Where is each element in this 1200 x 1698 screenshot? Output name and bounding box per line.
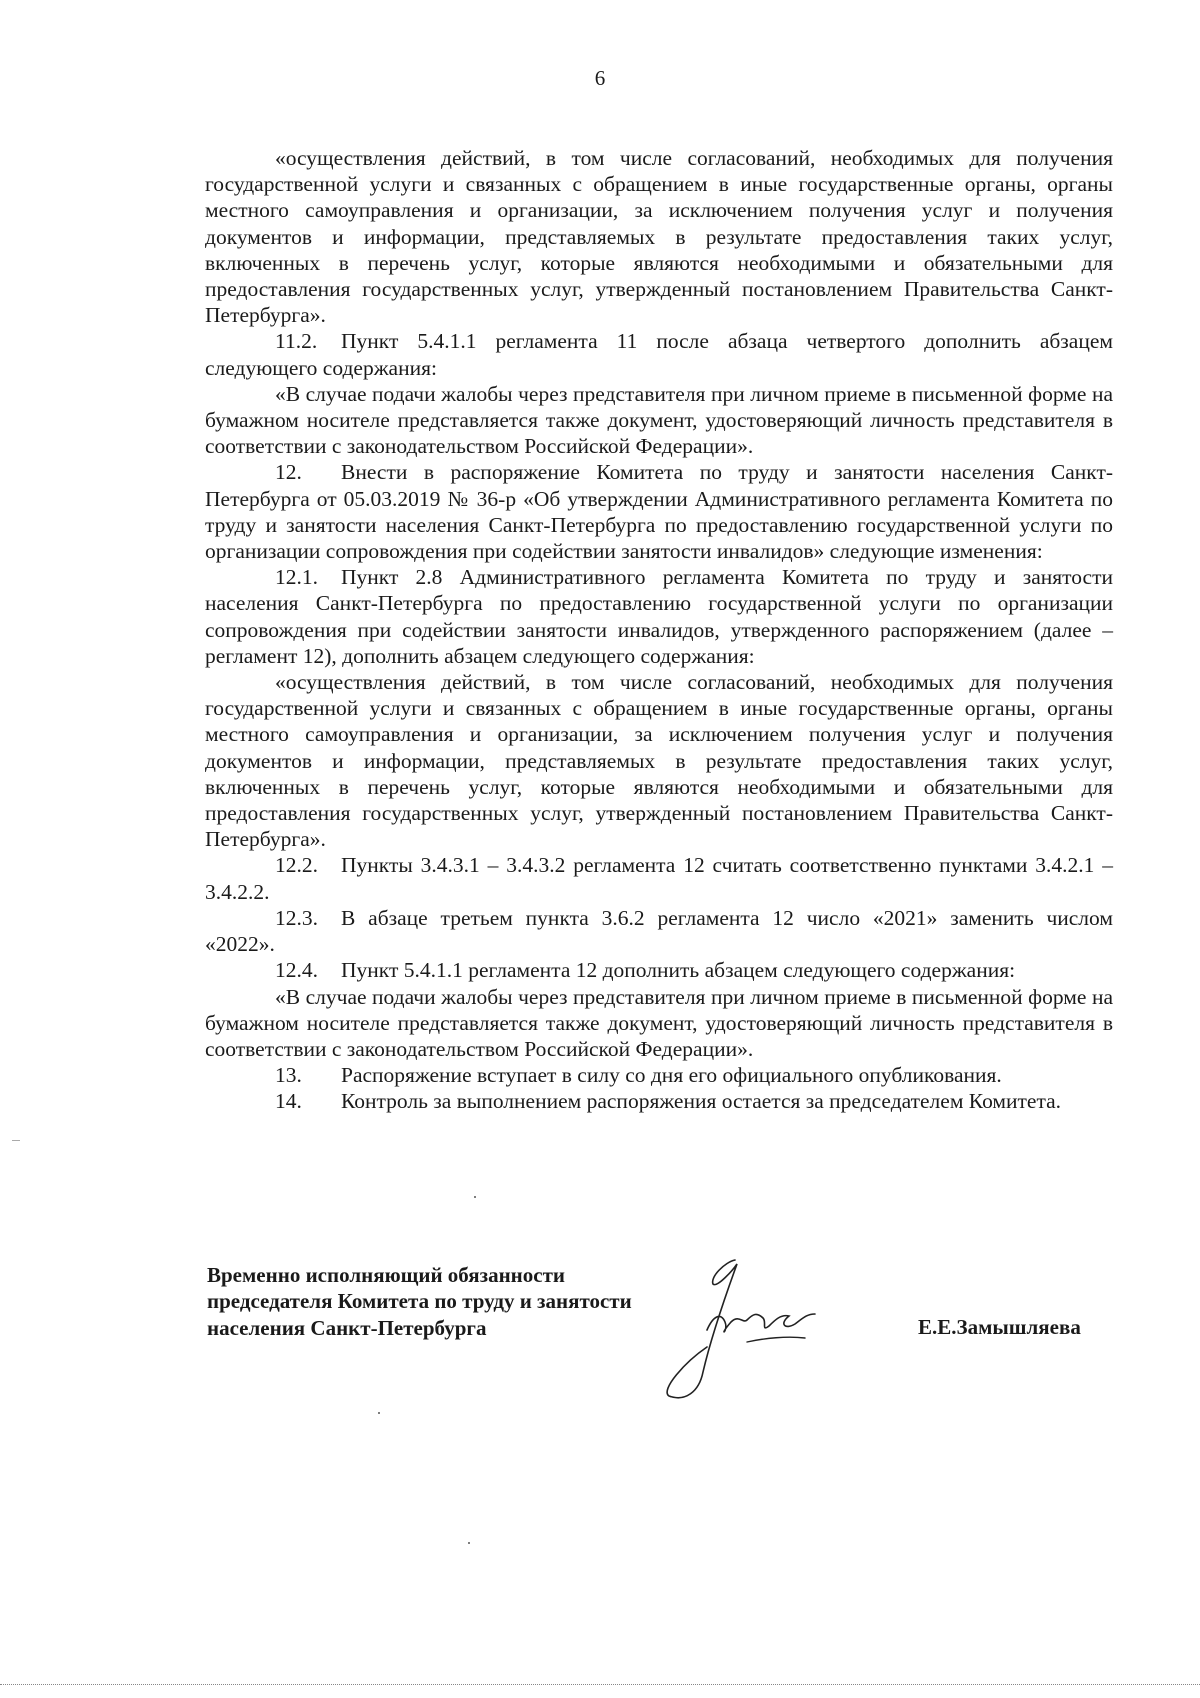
handwritten-signature <box>655 1252 855 1402</box>
clause-number: 12.3. <box>275 905 318 930</box>
scan-bottom-edge <box>0 1684 1200 1685</box>
signatory-name: Е.Е.Замышляева <box>918 1315 1081 1339</box>
page-number: 6 <box>594 66 606 90</box>
paragraph-quote-1: «осуществления действий, в том числе согласований, необходимых для получения государственной услуги и связанных с обращением в иные государственные органы, органы местного самоуправления и организации, за исключением получения услуг и получения документов и информации, представляемых в результате предоставления таких услуг, включенных в перечень услуг, которые являются необходимыми и обязательными для предоставления государственных услуг, утвержденный постановлением Правительства Санкт-Петербурга». <box>205 146 1113 328</box>
paragraph-11-2: 11.2. Пункт 5.4.1.1 регламента 11 после абзаца четвертого дополнить абзацем следующего содержания: <box>205 329 1113 380</box>
signatory-position: Временно исполняющий обязанности председателя Комитета по труду и занятости населения Санкт-Петербурга <box>207 1263 632 1340</box>
paragraph-14: 14. Контроль за выполнением распоряжения остается за председателем Комитета. <box>275 1089 1062 1114</box>
clause-number: 14. <box>275 1089 302 1114</box>
scan-speck <box>378 1412 380 1414</box>
paragraph-12-1: 12.1. Пункт 2.8 Административного регламента Комитета по труду и занятости населения Санкт-Петербурга по предоставлению государственной услуги по организации сопровождения при содействии занятости инвалидов, утвержденного распоряжением (далее – регламент 12), дополнить абзацем следующего содержания: <box>205 565 1113 668</box>
paragraph-13: 13. Распоряжение вступает в силу со дня его официального опубликования. <box>275 1063 1002 1088</box>
clause-number: 12.1. <box>275 565 318 590</box>
paragraph-quote-3: «осуществления действий, в том числе согласований, необходимых для получения государственной услуги и связанных с обращением в иные государственные органы, органы местного самоуправления и организации, за исключением получения услуг и получения документов и информации, представляемых в результате предоставления таких услуг, включенных в перечень услуг, которые являются необходимыми и обязательными для предоставления государственных услуг, утвержденный постановлением Правительства Санкт-Петербурга». <box>205 670 1113 852</box>
scan-speck <box>468 1542 470 1544</box>
scan-speck <box>474 1196 476 1198</box>
clause-number: 12.2. <box>275 853 318 878</box>
signature-block <box>0 1262 1200 1402</box>
paragraph-12-3: 12.3. В абзаце третьем пункта 3.6.2 регламента 12 число «2021» заменить числом «2022». <box>205 905 1113 957</box>
paragraph-12-2: 12.2. Пункты 3.4.3.1 – 3.4.3.2 регламента 12 считать соответственно пунктами 3.4.2.1 – 3.4.2.2. <box>205 853 1113 904</box>
paragraph-12: 12. Внести в распоряжение Комитета по труду и занятости населения Санкт-Петербурга от 05.03.2019 № 36-р «Об утверждении Административного регламента Комитета по труду и занятости населения Санкт-Петербурга по предоставлению государственной услуги по организации сопровождения при содействии занятости инвалидов» следующие изменения: <box>205 460 1113 564</box>
clause-number: 12. <box>275 460 302 485</box>
paragraph-quote-4: «В случае подачи жалобы через представителя при личном приеме в письменной форме на бумажном носителе представляется также документ, удостоверяющий личность представителя в соответствии с законодательством Российской Федерации». <box>205 984 1113 1061</box>
clause-number: 12.4. <box>275 958 318 983</box>
clause-number: 13. <box>275 1063 302 1088</box>
clause-number: 11.2. <box>275 329 318 354</box>
paragraph-12-4: 12.4. Пункт 5.4.1.1 регламента 12 дополнить абзацем следующего содержания: <box>275 958 1016 983</box>
document-body <box>205 145 1113 1115</box>
scan-edge-mark <box>12 1140 20 1141</box>
paragraph-quote-2: «В случае подачи жалобы через представителя при личном приеме в письменной форме на бумажном носителе представляется также документ, удостоверяющий личность представителя в соответствии с законодательством Российской Федерации». <box>205 381 1113 459</box>
